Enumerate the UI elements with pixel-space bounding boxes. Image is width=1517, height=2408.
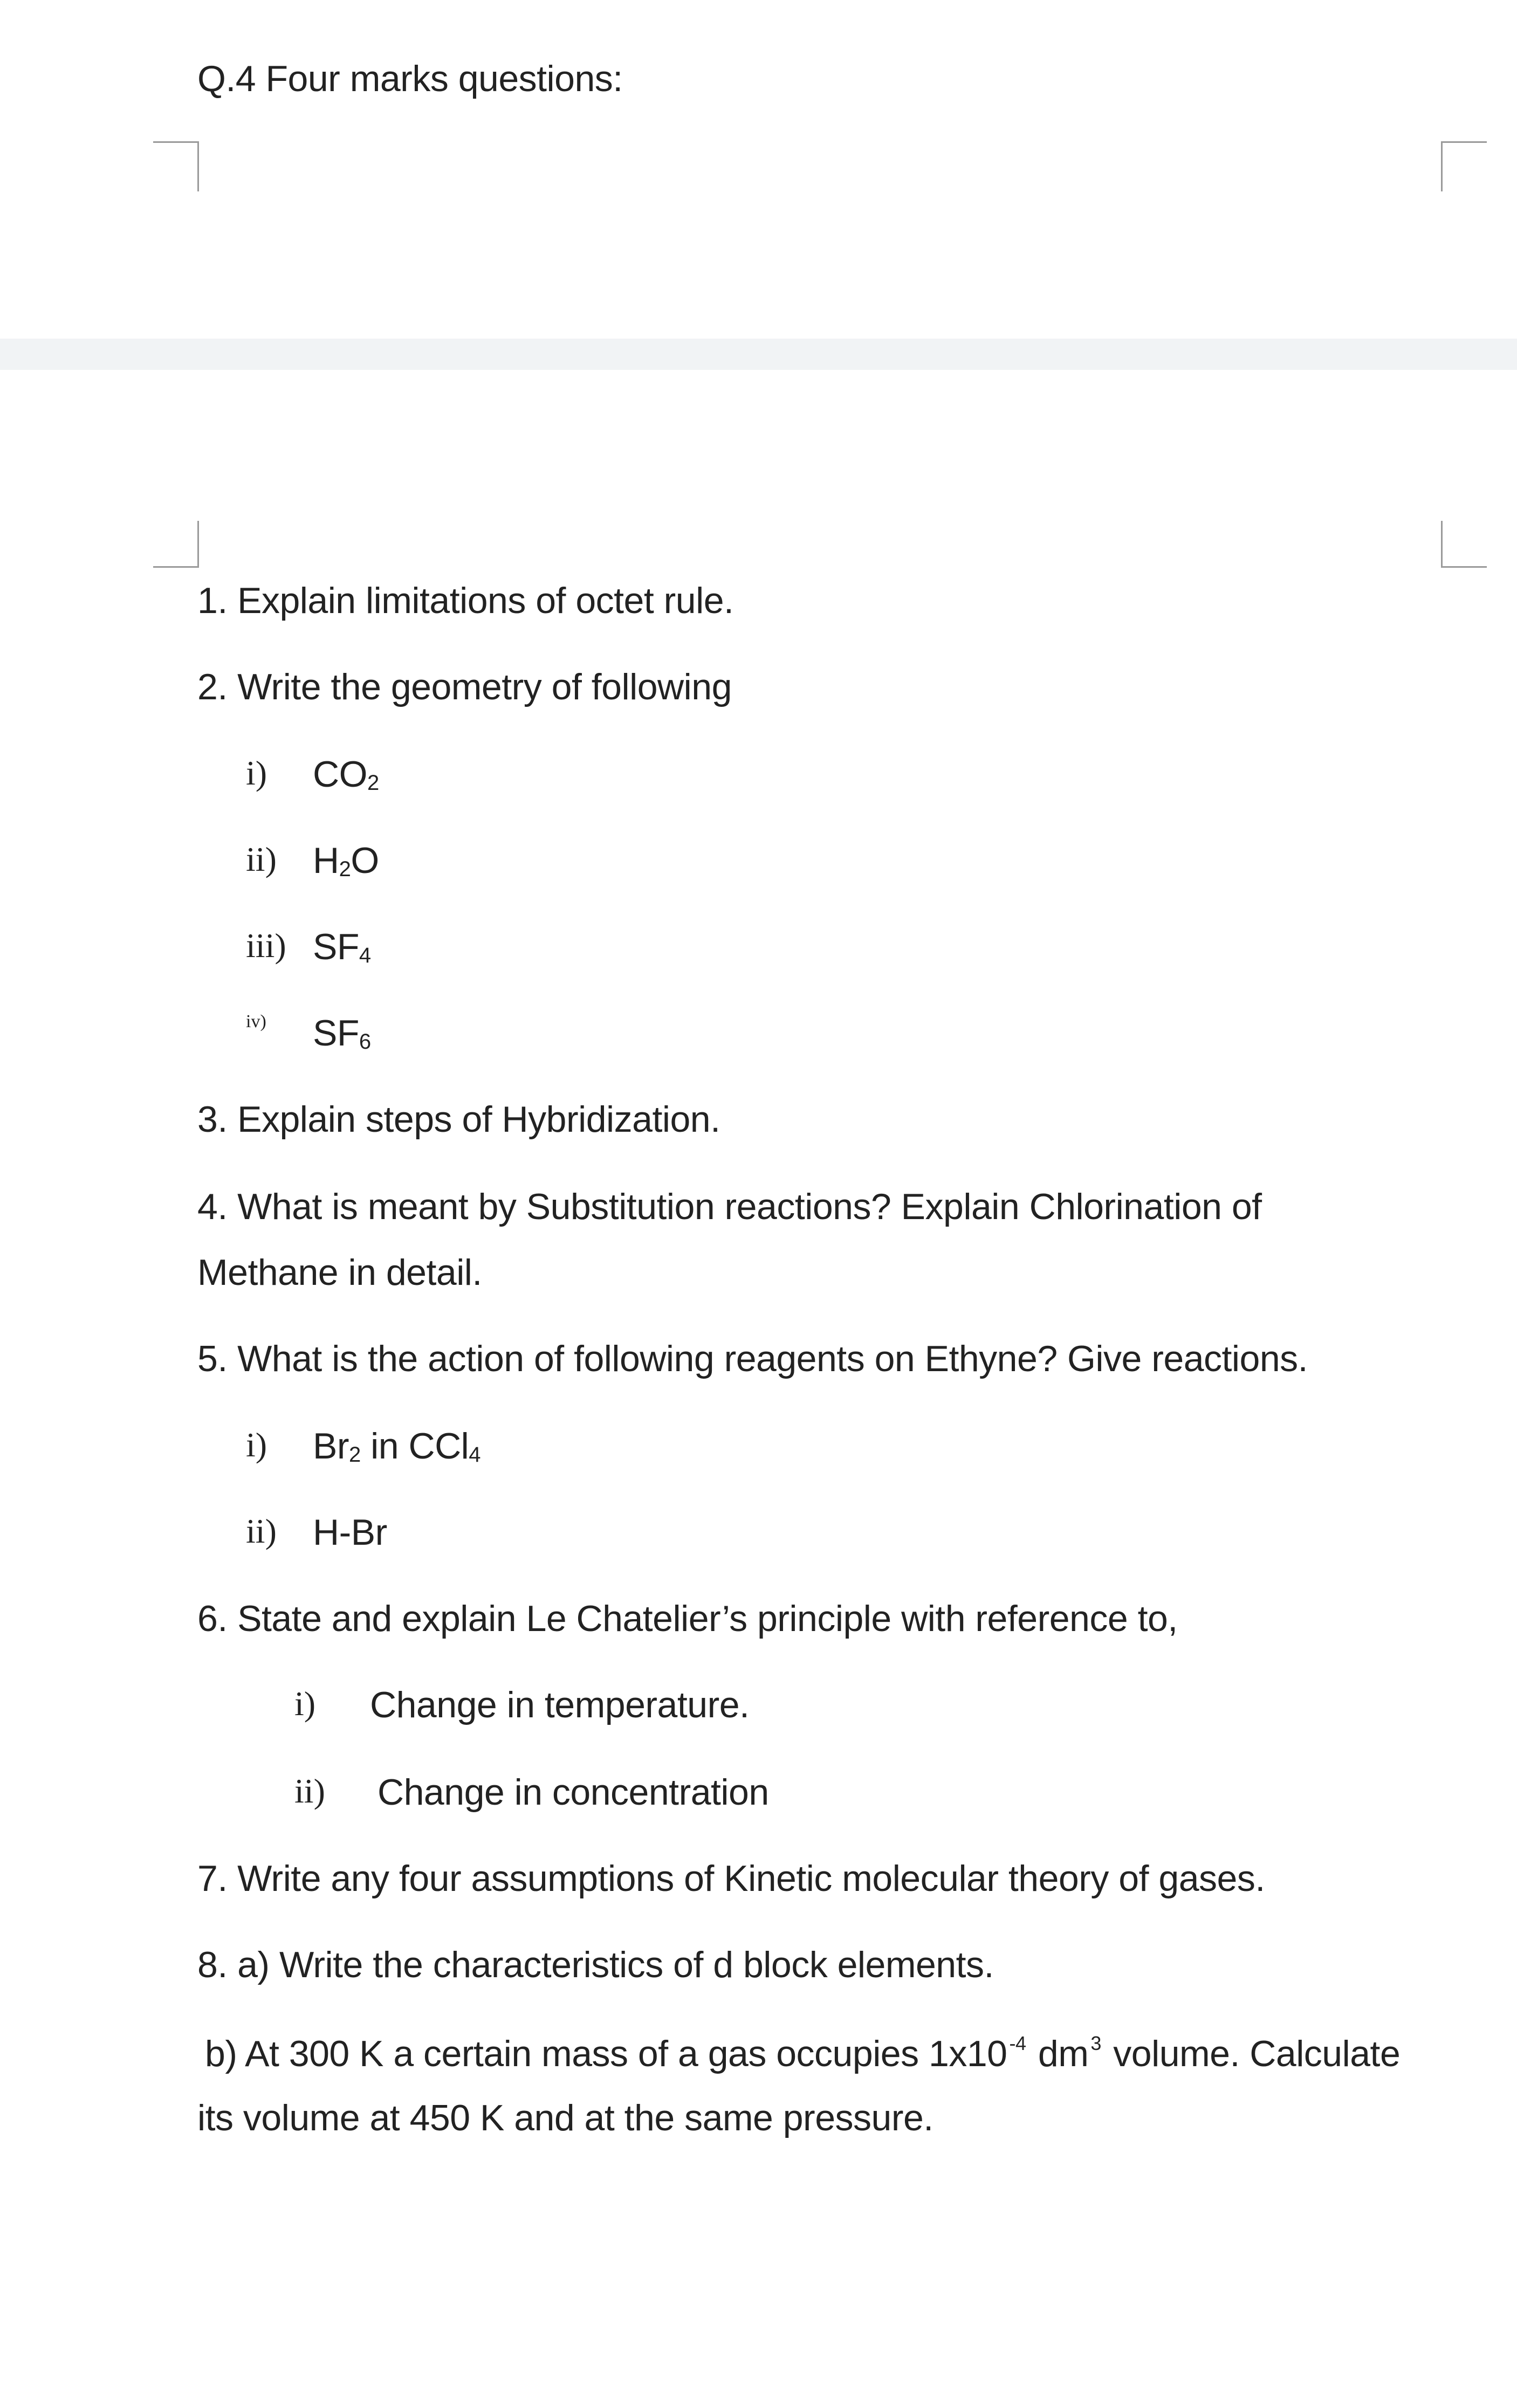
question-8a: 8. a) Write the characteristics of d block elements.: [197, 1944, 994, 1985]
q6-item-2-number: ii): [294, 1772, 325, 1810]
question-2: 2. Write the geometry of following: [197, 666, 732, 707]
page-heading: Q.4 Four marks questions:: [197, 58, 623, 99]
crop-mark-top-right: [1441, 141, 1487, 191]
q2-item-3-number: iii): [246, 926, 286, 965]
q5-item-2-reagent: H-Br: [313, 1512, 387, 1553]
question-8b-line-2: its volume at 450 K and at the same pressure.: [197, 2097, 933, 2138]
q6-item-2-text: Change in concentration: [377, 1772, 769, 1813]
q6-item-1-text: Change in temperature.: [370, 1684, 750, 1725]
crop-mark-bottom-right: [1441, 521, 1487, 568]
page-gap-divider: [0, 339, 1517, 370]
q2-item-1-formula: CO2: [313, 754, 379, 795]
q2-item-1-number: i): [246, 754, 267, 792]
question-3: 3. Explain steps of Hybridization.: [197, 1099, 720, 1140]
crop-mark-top-left: [153, 141, 199, 191]
q5-item-2-number: ii): [246, 1512, 277, 1550]
question-6: 6. State and explain Le Chatelier’s principle with reference to,: [197, 1598, 1178, 1639]
q5-item-1-reagent: Br2 in CCl4: [313, 1426, 481, 1467]
question-7: 7. Write any four assumptions of Kinetic molecular theory of gases.: [197, 1858, 1265, 1899]
crop-mark-bottom-left: [153, 521, 199, 568]
q2-item-4-number: iv): [246, 1012, 266, 1031]
q2-item-2-number: ii): [246, 840, 277, 878]
question-4-line-1: 4. What is meant by Substitution reactions? Explain Chlorination of: [197, 1186, 1262, 1227]
q2-item-2-formula: H2O: [313, 840, 379, 881]
q6-item-1-number: i): [294, 1684, 316, 1723]
q2-item-3-formula: SF4: [313, 926, 371, 967]
q2-item-4-formula: SF6: [313, 1013, 371, 1054]
question-1: 1. Explain limitations of octet rule.: [197, 580, 734, 621]
question-4-line-2: Methane in detail.: [197, 1252, 482, 1293]
q5-item-1-number: i): [246, 1426, 267, 1464]
question-5: 5. What is the action of following reagents on Ethyne? Give reactions.: [197, 1338, 1308, 1379]
question-8b-line-1: b) At 300 K a certain mass of a gas occupies 1x10 $^{-4}$ dm $^3$ volume. Calculate: [205, 2032, 1401, 2074]
